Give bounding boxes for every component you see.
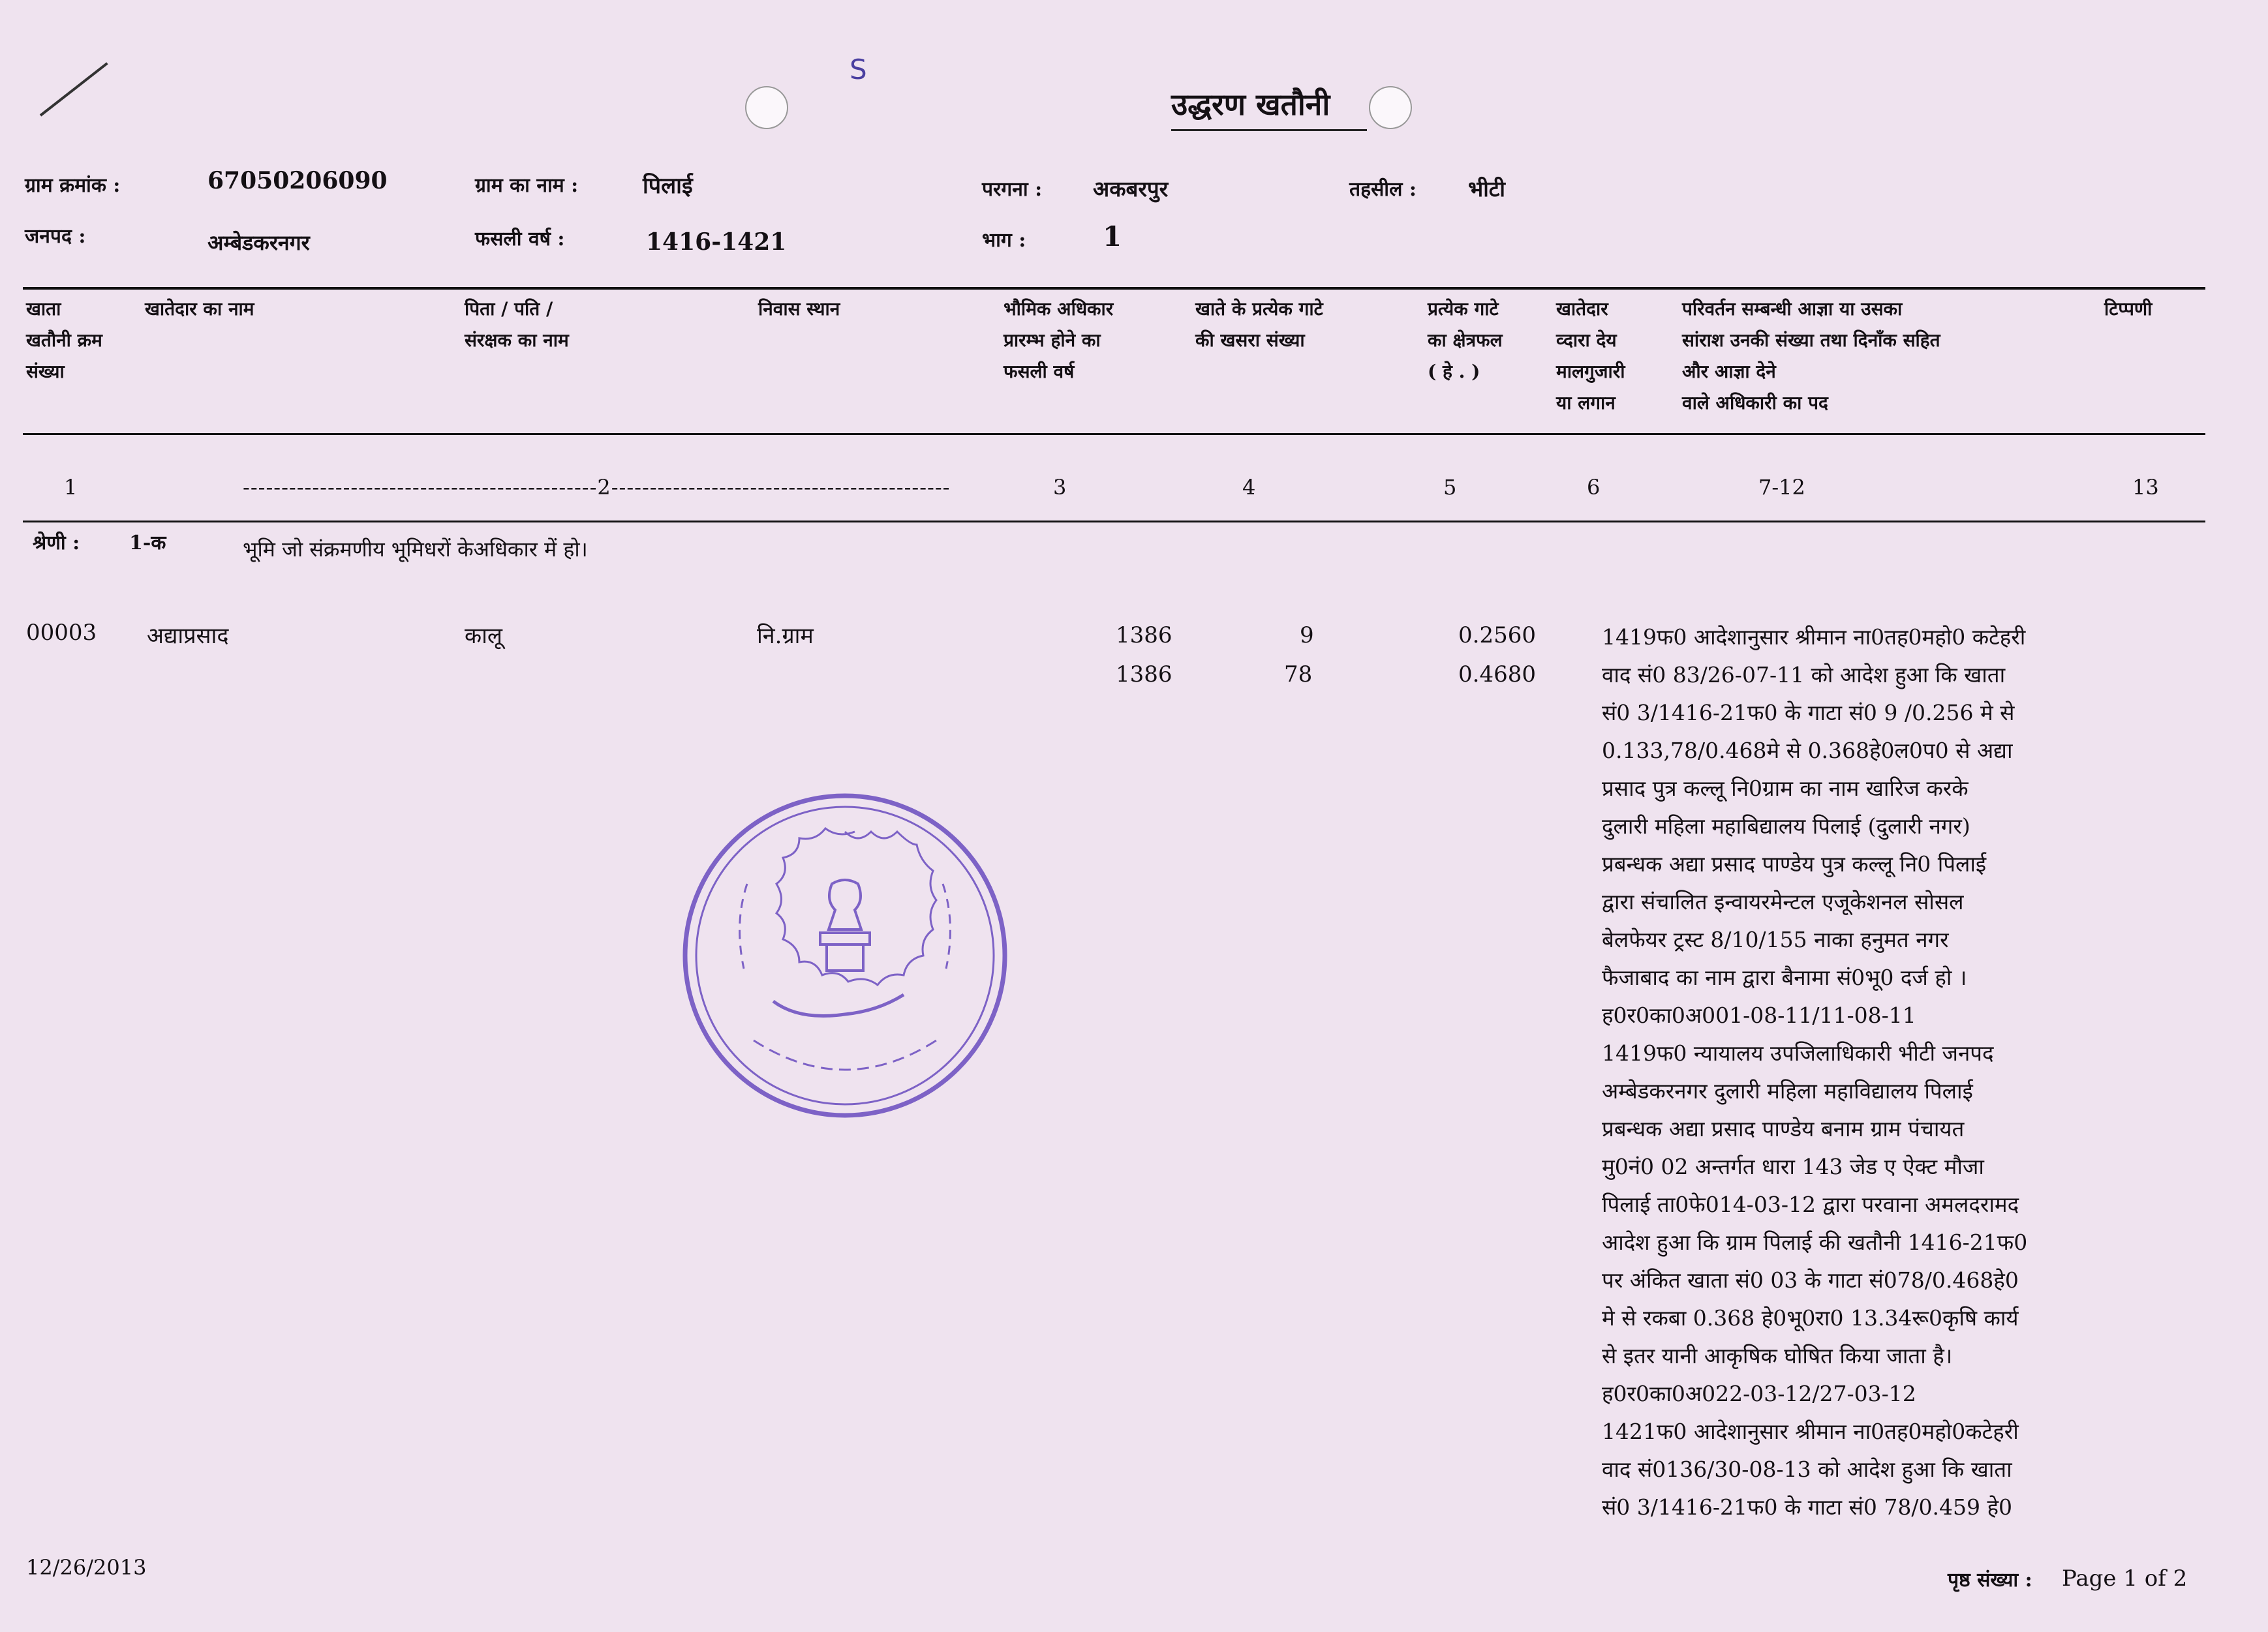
- holder-name: अद्याप्रसाद: [147, 623, 229, 649]
- col-khata-header: खाता खतौनी क्रम संख्या: [26, 298, 102, 382]
- col-holder-header: खातेदार का नाम: [145, 298, 254, 320]
- order-line: 1421फ0 आदेशानुसार श्रीमान ना0तह0महो0कटेहरी: [1602, 1419, 2019, 1444]
- colnum-3: 3: [1053, 475, 1067, 500]
- official-seal-stamp: [675, 786, 1015, 1125]
- col-remarks-header: टिप्पणी: [2104, 298, 2153, 320]
- order-line: मु0नं0 02 अन्तर्गत धारा 143 जेड ए ऐक्ट मौजा: [1602, 1154, 1984, 1179]
- order-line: दुलारी महिला महाबिद्यालय पिलाई (दुलारी नगर): [1602, 813, 1970, 839]
- pen-stroke: [40, 62, 108, 116]
- col-right-year-header: भौमिक अधिकार प्रारम्भ होने का फसली वर्ष: [1004, 298, 1114, 382]
- col-residence-header: निवास स्थान: [758, 298, 840, 320]
- order-line: वाद सं0136/30-08-13 को आदेश हुआ कि खाता: [1602, 1457, 2012, 1482]
- plot-year: 1386: [1116, 661, 1172, 688]
- fasli-years: 1416-1421: [646, 228, 787, 256]
- col-revenue-header: खातेदार व्दारा देय मालगुजारी या लगान: [1556, 298, 1625, 414]
- colnum-5: 5: [1443, 475, 1457, 500]
- order-line: प्रबन्धक अद्या प्रसाद पाण्डेय बनाम ग्राम पंचायत: [1602, 1116, 1965, 1141]
- page-label: पृष्ठ संख्या :: [1948, 1569, 2032, 1592]
- part-label: भाग :: [982, 229, 1026, 252]
- village-name-label: ग्राम का नाम :: [475, 174, 579, 197]
- colnum-4: 4: [1242, 475, 1256, 500]
- order-line: वाद सं0 83/26-07-11 को आदेश हुआ कि खाता: [1602, 662, 2006, 688]
- order-line: मे से रकबा 0.368 हे0भू0रा0 13.34रू0कृषि कार्य: [1602, 1305, 2019, 1331]
- print-date: 12/26/2013: [26, 1555, 147, 1580]
- colnum-7: 7-12: [1758, 475, 1805, 500]
- residence: नि.ग्राम: [757, 623, 814, 649]
- col-khasra-header: खाते के प्रत्येक गाटे की खसरा संख्या: [1195, 298, 1323, 351]
- order-line: अम्बेडकरनगर दुलारी महिला महाविद्यालय पिलाई: [1602, 1078, 1973, 1104]
- order-line: प्रबन्धक अद्या प्रसाद पाण्डेय पुत्र कल्लू नि0 पिलाई: [1602, 851, 1987, 877]
- district-label: जनपद :: [25, 225, 86, 248]
- order-line: फैजाबाद का नाम द्वारा बैनामा सं0भू0 दर्ज हो ।: [1602, 965, 1967, 990]
- order-line: पिलाई ता0फे014-03-12 द्वारा परवाना अमलदरामद: [1602, 1192, 2019, 1217]
- colnum-6: 6: [1587, 475, 1601, 500]
- plot-area: 0.2560: [1458, 622, 1536, 648]
- order-line: द्वारा संचालित इन्वायरमेन्टल एजूकेशनल सोसल: [1602, 889, 1964, 914]
- tehsil-label: तहसील :: [1349, 178, 1417, 201]
- colnum-8: 13: [2132, 475, 2159, 500]
- numbers-rule: [23, 521, 2205, 522]
- district: अम्बेडकरनगर: [207, 230, 310, 255]
- order-line: 1419फ0 न्यायालय उपजिलाधिकारी भीटी जनपद: [1602, 1040, 1994, 1066]
- order-line: सं0 3/1416-21फ0 के गाटा सं0 9 /0.256 मे से: [1602, 700, 2015, 725]
- col-area-header: प्रत्येक गाटे का क्षेत्रफल ( हे . ): [1428, 298, 1503, 382]
- header-rule-top: [23, 287, 2205, 290]
- document-title: उद्धरण खतौनी: [1171, 87, 1330, 122]
- plot-year: 1386: [1116, 622, 1172, 648]
- colnum-1: 1: [64, 475, 78, 500]
- category-description: भूमि जो संक्रमणीय भूमिधरों केअधिकार में हो।: [243, 537, 588, 562]
- page-number: Page 1 of 2: [2062, 1565, 2188, 1592]
- header-rule-bottom: [23, 433, 2205, 435]
- title-underline: [1171, 129, 1367, 131]
- punch-hole-right: [1369, 86, 1412, 129]
- plot-khasra: 9: [1300, 622, 1314, 648]
- order-line: आदेश हुआ कि ग्राम पिलाई की खतौनी 1416-21फ0: [1602, 1230, 2028, 1255]
- fasli-label: फसली वर्ष :: [475, 228, 565, 250]
- order-line: सं0 3/1416-21फ0 के गाटा सं0 78/0.459 हे0: [1602, 1494, 2012, 1520]
- pargana: अकबरपुर: [1093, 176, 1169, 202]
- khata-number: 00003: [26, 620, 97, 646]
- pargana-label: परगना :: [982, 178, 1043, 201]
- order-line: ह0र0का0अ022-03-12/27-03-12: [1602, 1381, 1916, 1406]
- colnum-2: ----------------------------------------------2--------------------------------------------: [243, 475, 951, 500]
- order-line: ह0र0का0अ001-08-11/11-08-11: [1602, 1003, 1916, 1028]
- order-line: बेलफेयर ट्रस्ट 8/10/155 नाका हनुमत नगर: [1602, 927, 1949, 952]
- order-line: 1419फ0 आदेशानुसार श्रीमान ना0तह0महो0 कटेहरी: [1602, 624, 2026, 650]
- part: 1: [1103, 220, 1122, 252]
- tehsil: भीटी: [1468, 176, 1505, 202]
- plot-area: 0.4680: [1458, 661, 1536, 688]
- order-line: प्रसाद पुत्र कल्लू नि0ग्राम का नाम खारिज करके: [1602, 776, 1969, 801]
- col-father-header: पिता / पति / संरक्षक का नाम: [465, 298, 569, 351]
- order-line: से इतर यानी आकृषिक घोषित किया जाता है।: [1602, 1343, 1953, 1368]
- category-code: 1-क: [129, 532, 166, 554]
- order-summary: [1602, 618, 2202, 1526]
- category-label: श्रेणी :: [33, 532, 80, 554]
- father-name: कालू: [465, 623, 502, 649]
- plot-khasra: 78: [1284, 661, 1313, 688]
- village-name: पिलाई: [643, 173, 693, 199]
- village-code: 67050206090: [207, 167, 388, 194]
- village-code-label: ग्राम क्रमांक :: [25, 174, 121, 197]
- col-orders-header: परिवर्तन सम्बन्धी आज्ञा या उसका सांराश उनकी संख्या तथा दिनाँक सहित और आज्ञा देने वाले अधिकारी का पद: [1682, 298, 1940, 414]
- handwritten-mark: S: [850, 53, 867, 85]
- punch-hole-left: [745, 86, 788, 129]
- order-line: पर अंकित खाता सं0 03 के गाटा सं078/0.468हे0: [1602, 1267, 2019, 1293]
- order-line: 0.133,78/0.468मे से 0.368हे0ल0प0 से अद्या: [1602, 738, 2013, 763]
